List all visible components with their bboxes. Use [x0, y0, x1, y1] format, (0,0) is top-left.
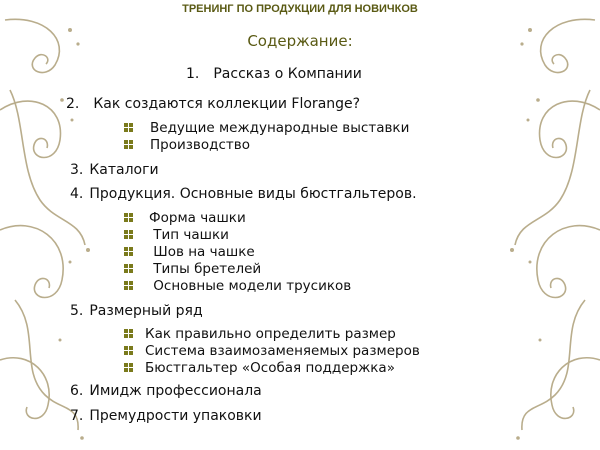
- toc-item-number: 3.: [70, 162, 84, 178]
- toc-item: [70, 162, 159, 178]
- right-swirl-ornament: [480, 0, 600, 450]
- toc-subitem: Форма чашки: [149, 210, 246, 226]
- square-bullet-icon: [124, 363, 134, 373]
- toc-item: [70, 408, 262, 424]
- toc-item: [70, 186, 417, 202]
- slide-title: ТРЕНИНГ ПО ПРОДУКЦИИ ДЛЯ НОВИЧКОВ: [182, 3, 418, 15]
- toc-item-number: 1.: [186, 66, 200, 82]
- toc-item-number: 5.: [70, 303, 84, 319]
- square-bullet-icon: [124, 346, 134, 356]
- toc-subitem: Система взаимозаменяемых размеров: [145, 343, 420, 359]
- toc-item: [70, 383, 262, 399]
- square-bullet-icon: [124, 213, 134, 223]
- square-bullet-icon: [124, 123, 134, 133]
- square-bullet-icon: [124, 247, 134, 257]
- toc-item-text: Каталоги: [89, 162, 159, 178]
- toc-subitem: Ведущие международные выставки: [150, 120, 410, 136]
- contents-heading: Содержание:: [247, 32, 353, 50]
- square-bullet-icon: [124, 281, 134, 291]
- toc-item-text: Рассказ о Компании: [213, 66, 362, 82]
- toc-item-number: 6.: [70, 383, 84, 399]
- toc-item: [66, 96, 360, 112]
- toc-item-text: Как создаются коллекции Florange?: [93, 96, 361, 112]
- square-bullet-icon: [124, 230, 134, 240]
- toc-item-text: Имидж профессионала: [89, 383, 262, 399]
- square-bullet-icon: [124, 140, 134, 150]
- toc-subitem: Как правильно определить размер: [145, 326, 396, 342]
- toc-subitem: Бюстгальтер «Особая поддержка»: [145, 360, 395, 376]
- toc-item: [70, 303, 203, 319]
- toc-item-text: Продукция. Основные виды бюстгальтеров.: [89, 186, 417, 202]
- toc-subitem: Производство: [150, 137, 250, 153]
- toc-item-number: 4.: [70, 186, 84, 202]
- toc-item-text: Размерный ряд: [89, 303, 203, 319]
- square-bullet-icon: [124, 329, 134, 339]
- toc-item: [186, 66, 362, 82]
- toc-subitem: Основные модели трусиков: [149, 278, 352, 294]
- toc-item-number: 2.: [66, 96, 80, 112]
- square-bullet-icon: [124, 264, 134, 274]
- toc-subitem: Тип чашки: [149, 227, 229, 243]
- toc-subitem: Шов на чашке: [149, 244, 255, 260]
- toc-subitem: Типы бретелей: [149, 261, 262, 277]
- toc-item-text: Премудрости упаковки: [89, 408, 262, 424]
- toc-item-number: 7.: [70, 408, 84, 424]
